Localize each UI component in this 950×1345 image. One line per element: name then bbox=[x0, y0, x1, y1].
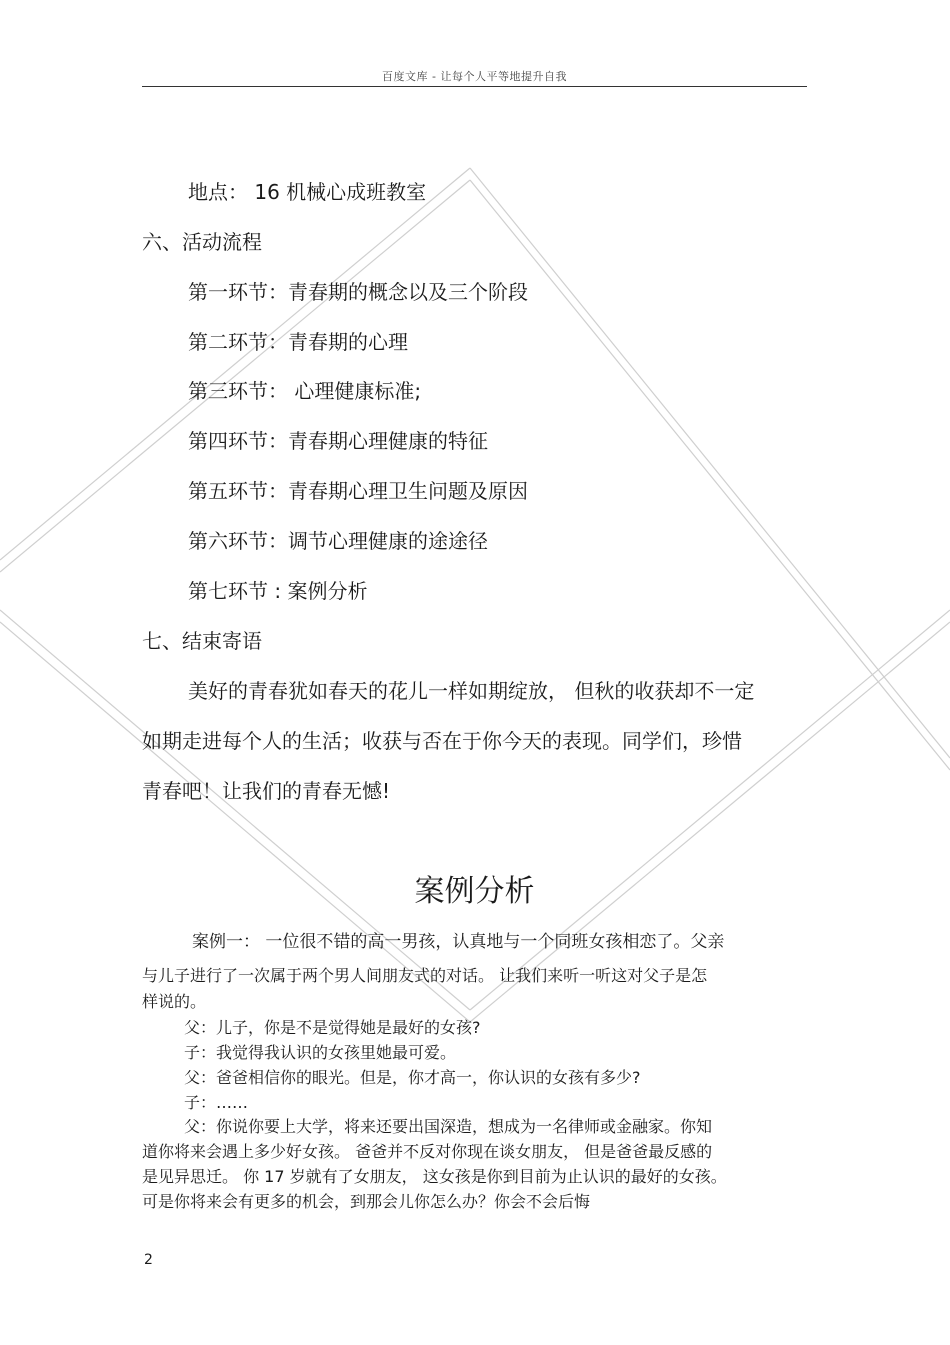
case-intro-line: 与儿子进行了一次属于两个男人间朋友式的对话。 让我们来听一听这对父子是怎 bbox=[142, 966, 708, 985]
dialogue-continuation: 可是你将来会有更多的机会，到那会儿你怎么办？你会不会后悔 bbox=[142, 1192, 591, 1211]
section-six-heading: 六、活动流程 bbox=[142, 230, 262, 254]
closing-paragraph-line: 如期走进每个人的生活；收获与否在于你今天的表现。同学们，珍惜 bbox=[142, 729, 742, 753]
step-one: 第一环节：青春期的概念以及三个阶段 bbox=[188, 280, 528, 304]
step-four: 第四环节：青春期心理健康的特征 bbox=[188, 429, 488, 453]
step-seven: 第七环节 : 案例分析 bbox=[188, 579, 368, 603]
dialogue-continuation: 是见异思迁。 你 17 岁就有了女朋友， 这女孩是你到目前为止认识的最好的女孩。 bbox=[142, 1167, 727, 1186]
closing-paragraph-line: 美好的青春犹如春天的花儿一样如期绽放， 但秋的收获却不一定 bbox=[188, 679, 755, 703]
location-line: 地点： 16 机械心成班教室 bbox=[188, 180, 427, 204]
step-three: 第三环节： 心理健康标准; bbox=[188, 379, 422, 403]
case-intro-line: 样说的。 bbox=[142, 992, 207, 1011]
dialogue-line: 子：…… bbox=[184, 1093, 249, 1112]
step-two: 第二环节：青春期的心理 bbox=[188, 330, 408, 354]
case-intro-line: 案例一： 一位很不错的高一男孩，认真地与一个同班女孩相恋了。父亲 bbox=[192, 932, 725, 952]
closing-paragraph-line: 青春吧！让我们的青春无憾! bbox=[142, 779, 391, 803]
dialogue-line: 子：我觉得我认识的女孩里她最可爱。 bbox=[184, 1043, 457, 1062]
dialogue-continuation: 道你将来会遇上多少好女孩。 爸爸并不反对你现在谈女朋友， 但是爸爸最反感的 bbox=[142, 1142, 713, 1161]
section-seven-heading: 七、结束寄语 bbox=[142, 629, 262, 653]
case-analysis-title: 案例分析 bbox=[414, 874, 535, 909]
page-header: 百度文库 - 让每个人平等地提升自我 bbox=[382, 70, 567, 83]
header-divider bbox=[142, 86, 807, 87]
step-six: 第六环节：调节心理健康的途途径 bbox=[188, 529, 488, 553]
dialogue-line: 父：你说你要上大学，将来还要出国深造，想成为一名律师或金融家。你知 bbox=[184, 1117, 713, 1136]
page-number: 2 bbox=[144, 1252, 153, 1268]
dialogue-line: 父：爸爸相信你的眼光。但是，你才高一，你认识的女孩有多少? bbox=[184, 1068, 641, 1087]
step-five: 第五环节：青春期心理卫生问题及原因 bbox=[188, 479, 528, 503]
dialogue-line: 父：儿子，你是不是觉得她是最好的女孩? bbox=[184, 1018, 481, 1037]
